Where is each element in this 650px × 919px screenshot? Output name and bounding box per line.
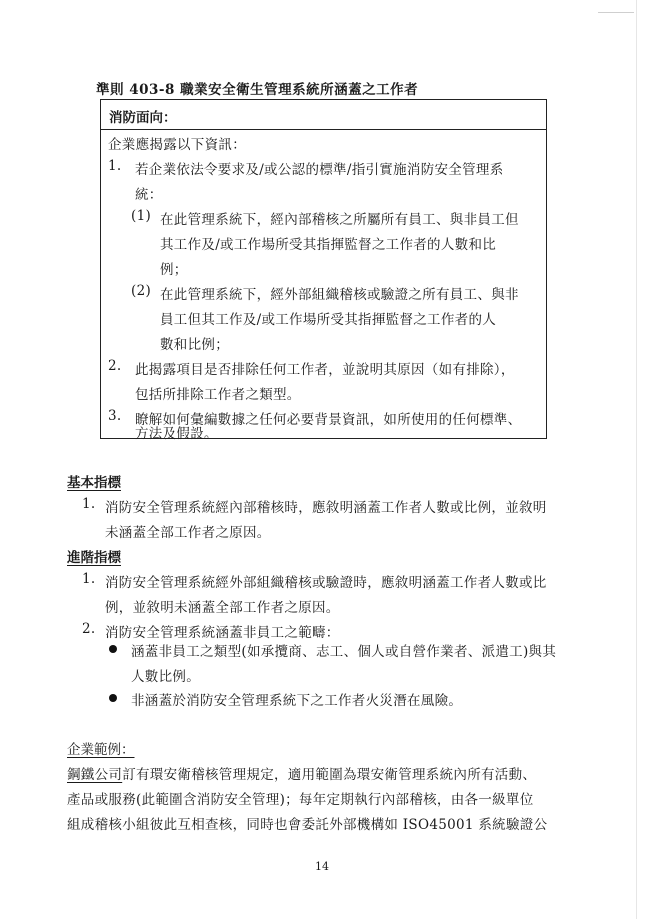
box-item2-line2: 包括所排除工作者之類型。 xyxy=(135,387,301,403)
box-sub2-line2: 員工但其工作及/或工作場所受其指揮監督之工作者的人 xyxy=(160,312,497,328)
bullet-dot-icon xyxy=(109,694,117,702)
advanced-bullet1-line1: 涵蓋非員工之類型(如承攬商、志工、個人或自營作業者、派遣工)與其 xyxy=(131,644,557,660)
box-item2-num: 2. xyxy=(108,358,122,374)
box-sub1-line3: 例； xyxy=(160,262,188,278)
page-corner-mark xyxy=(598,0,634,13)
page-edge xyxy=(636,0,637,919)
advanced-item2-num: 2. xyxy=(82,621,96,637)
box-item1-line2: 統： xyxy=(135,187,163,203)
advanced-bullet1-line2: 人數比例。 xyxy=(131,669,200,685)
box-sub1-line1: 在此管理系統下，經內部稽核之所屬所有員工、與非員工但 xyxy=(160,212,519,228)
advanced-item1-line2: 例，並敘明未涵蓋全部工作者之原因。 xyxy=(105,600,340,616)
box-sub1-num: (1) xyxy=(131,208,152,224)
box-item1-line1: 若企業依法令要求及/或公認的標準/指引實施消防安全管理系 xyxy=(135,162,504,178)
example-label: 企業範例： xyxy=(67,742,135,758)
bullet-dot-icon xyxy=(109,645,117,653)
basic-indicators-title: 基本指標 xyxy=(67,475,121,491)
box-sub2-line3: 數和比例； xyxy=(160,337,229,353)
example-line1 xyxy=(67,763,536,783)
advanced-bullet2-line1: 非涵蓋於消防安全管理系統下之工作者火災潛在風險。 xyxy=(131,693,463,709)
advanced-item1-num: 1. xyxy=(82,571,96,587)
advanced-item2-line1: 消防安全管理系統涵蓋非員工之範疇： xyxy=(105,625,340,641)
box-item3-line1: 瞭解如何彙編數據之任何必要背景資訊，如所使用的任何標準、 xyxy=(135,412,522,428)
box-title-divider xyxy=(101,129,546,130)
box-intro: 企業應揭露以下資訊： xyxy=(108,137,246,153)
box-sub1-line2: 其工作及/或工作場所受其指揮監督之工作者的人數和比 xyxy=(160,237,497,253)
standard-heading: 準則 403-8 職業安全衛生管理系統所涵蓋之工作者 xyxy=(96,82,419,98)
advanced-item1-line1: 消防安全管理系統經外部組織稽核或驗證時，應敘明涵蓋工作者人數或比 xyxy=(105,575,547,591)
advanced-indicators-title: 進階指標 xyxy=(67,550,121,566)
box-sub2-line1: 在此管理系統下，經外部組織稽核或驗證之所有員工、與非 xyxy=(160,287,519,303)
example-line3: 組成稽核小組彼此互相查核，同時也會委託外部機構如 ISO45001 系統驗證公 xyxy=(67,817,548,833)
page-number: 14 xyxy=(315,860,329,873)
box-sub2-num: (2) xyxy=(131,283,152,299)
example-line1-text: 訂有環安衛稽核管理規定，適用範圍為環安衛管理系統內所有活動、 xyxy=(122,767,537,783)
basic-item1-num: 1. xyxy=(82,496,96,512)
box-item3-line2: 方法及假設。 xyxy=(135,426,218,442)
box-item2-line1: 此揭露項目是否排除任何工作者，並說明其原因（如有排除）， xyxy=(135,362,515,378)
example-line2: 產品或服務(此範圍含消防安全管理)；每年定期執行內部稽核，由各一級單位 xyxy=(67,792,534,808)
basic-item1-line1: 消防安全管理系統經內部稽核時，應敘明涵蓋工作者人數或比例，並敘明 xyxy=(105,500,547,516)
box-title: 消防面向： xyxy=(109,110,177,126)
example-company: 鋼鐵公司 xyxy=(67,767,123,783)
box-item1-num: 1. xyxy=(108,158,122,174)
box-item3-num: 3. xyxy=(108,408,122,424)
basic-item1-line2: 未涵蓋全部工作者之原因。 xyxy=(105,525,271,541)
